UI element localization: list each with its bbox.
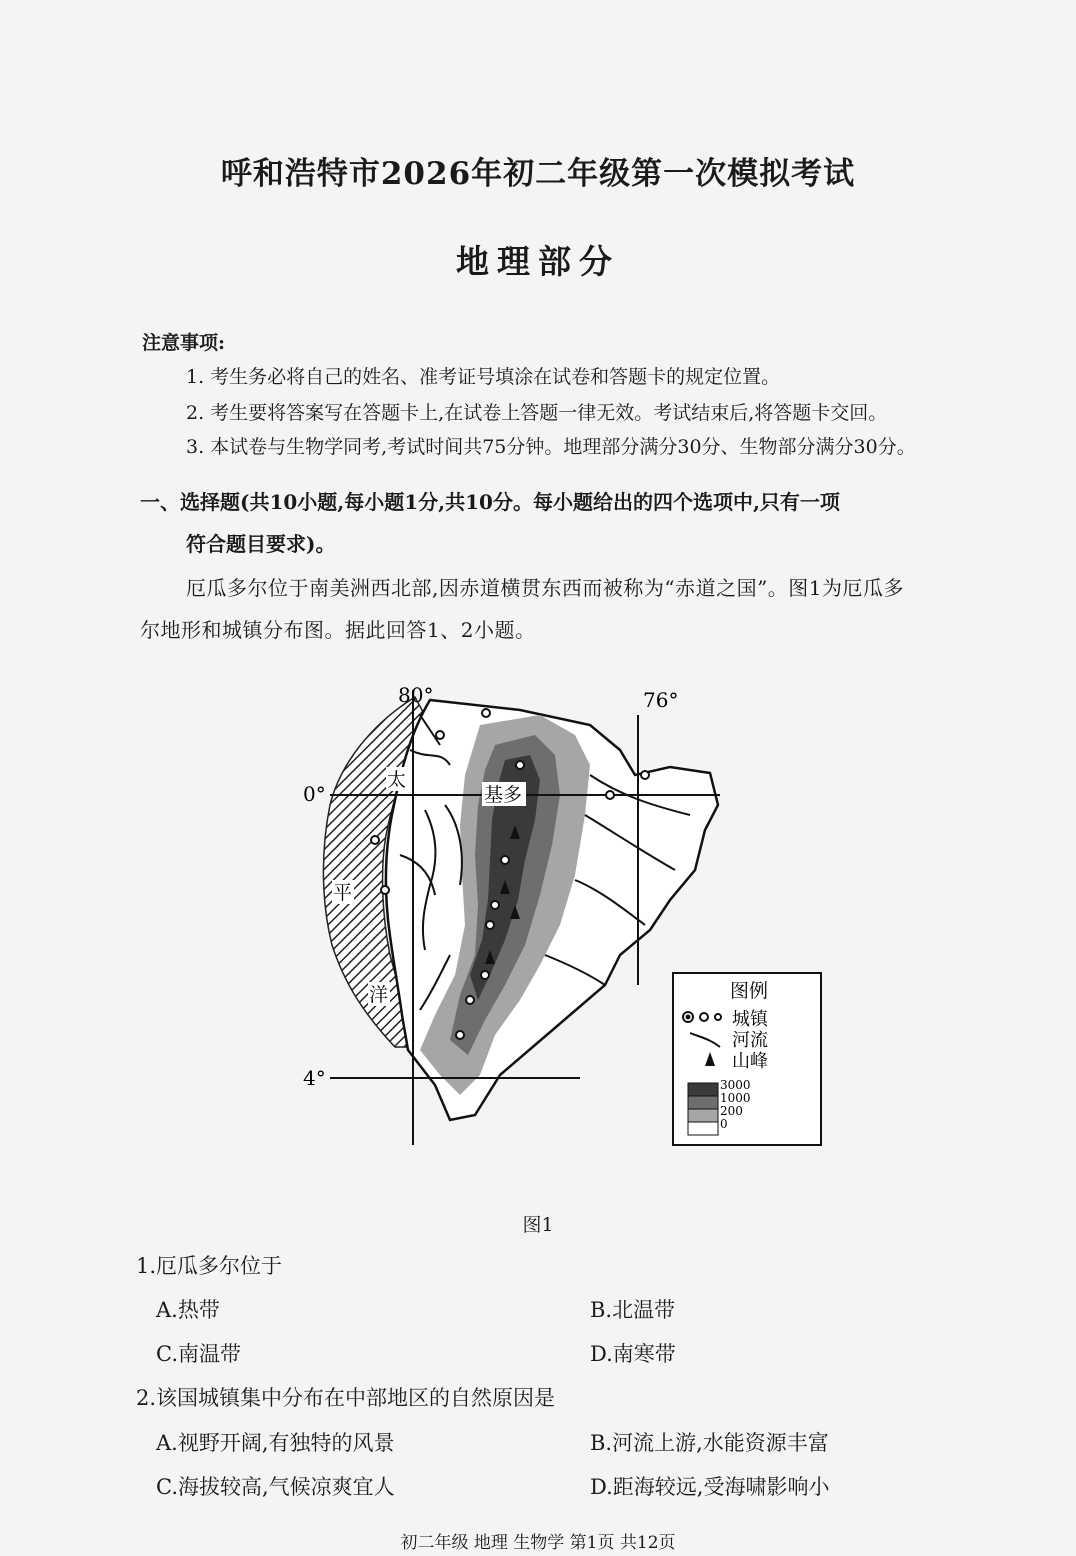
section-heading-line1: 一、选择题(共10小题,每小题1分,共10分。每小题给出的四个选项中,只有一项 [140,490,840,514]
lon-80-label: 80° [398,683,434,707]
notes-heading: 注意事项: [142,332,226,354]
legend-city-label: 城镇 [732,1009,768,1030]
intro-line2: 尔地形和城镇分布图。据此回答1、2小题。 [140,618,536,642]
q1-option-d: D.南寒带 [590,1342,676,1366]
question-1-stem: 1.厄瓜多尔位于 [136,1254,283,1278]
elev-label-200: 200 [720,1104,743,1118]
q2-option-b: B.河流上游,水能资源丰富 [590,1431,829,1455]
page-footer: 初二年级 地理 生物学 第1页 共12页 [400,1533,676,1553]
figure-caption: 图1 [522,1214,554,1236]
ocean-char-tai: 太 [387,769,407,791]
exam-title: 呼和浩特市2026年初二年级第一次模拟考试 [220,156,856,192]
legend-river-label: 河流 [732,1030,768,1051]
note-item-3: 3. 本试卷与生物学同考,考试时间共75分钟。地理部分满分30分、生物部分满分30分。 [186,436,916,458]
section-subtitle: 地理部分 [456,242,620,281]
q2-option-a: A.视野开阔,有独特的风景 [156,1431,395,1455]
capital-label: 基多 [484,784,523,806]
q1-option-b: B.北温带 [590,1298,676,1322]
lon-76-label: 76° [643,688,679,712]
elev-label-1000: 1000 [720,1091,751,1105]
section-heading-line2: 符合题目要求)。 [186,532,336,556]
q1-option-a: A.热带 [156,1298,220,1322]
lat-4-label: 4° [303,1066,326,1090]
lat-0-label: 0° [303,782,326,806]
q2-option-d: D.距海较远,受海啸影响小 [590,1475,830,1499]
ecuador-map [290,655,850,1155]
elev-label-0: 0 [720,1117,728,1131]
elev-label-3000: 3000 [720,1078,751,1092]
note-item-1: 1. 考生务必将自己的姓名、准考证号填涂在试卷和答题卡的规定位置。 [186,366,781,388]
map-legend [673,973,821,1145]
question-2-stem: 2.该国城镇集中分布在中部地区的自然原因是 [136,1386,556,1410]
legend-title: 图例 [730,980,769,1002]
intro-line1: 厄瓜多尔位于南美洲西北部,因赤道横贯东西而被称为“赤道之国”。图1为厄瓜多 [186,576,905,600]
ocean-char-yang: 洋 [369,984,389,1006]
legend-peak-label: 山峰 [732,1051,768,1072]
q2-option-c: C.海拔较高,气候凉爽宜人 [156,1475,395,1499]
q1-option-c: C.南温带 [156,1342,241,1366]
note-item-2: 2. 考生要将答案写在答题卡上,在试卷上答题一律无效。考试结束后,将答题卡交回。 [186,402,888,424]
ocean-char-ping: 平 [333,882,353,904]
